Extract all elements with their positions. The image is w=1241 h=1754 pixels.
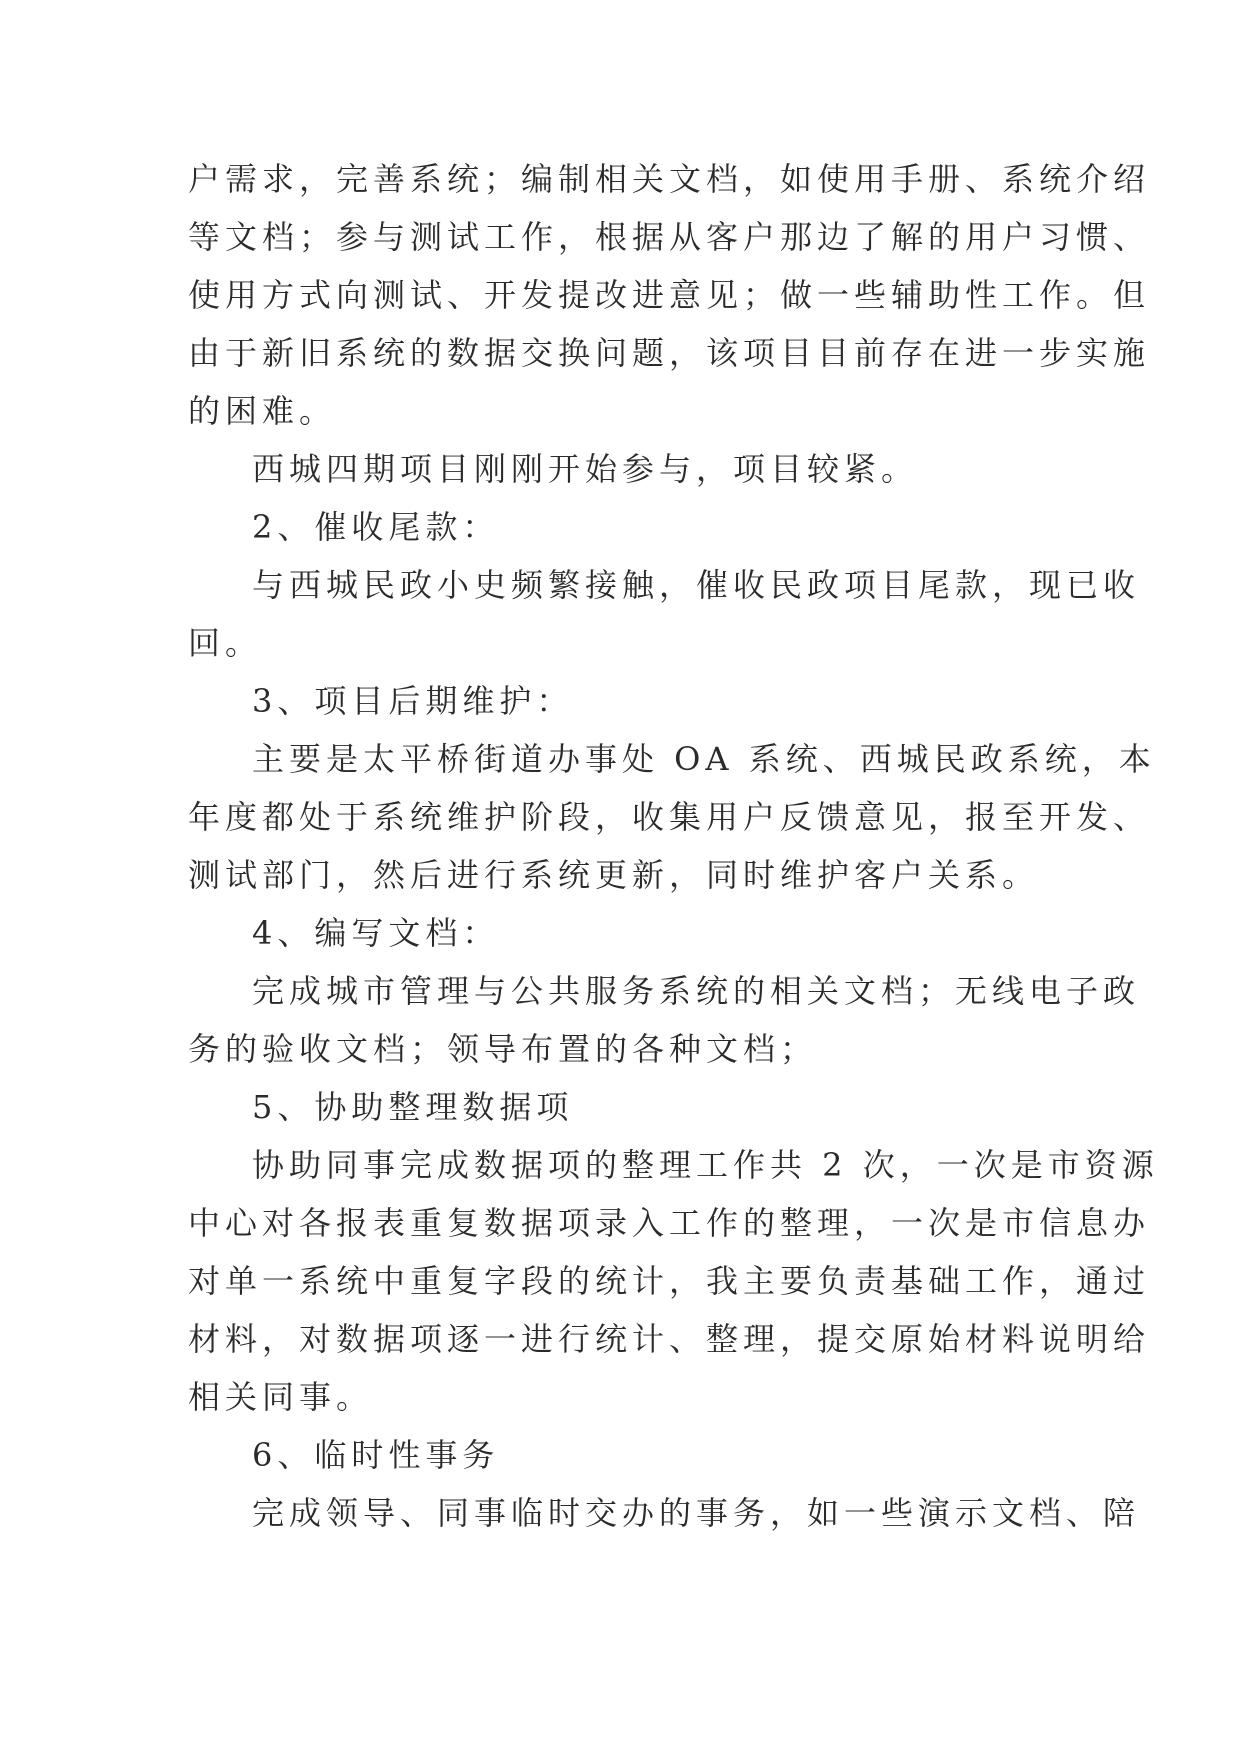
text-line: 材料，对数据项逐一进行统计、整理，提交原始材料说明给 (188, 1320, 1151, 1358)
text-line: 等文档；参与测试工作，根据从客户那边了解的用户习惯、 (188, 218, 1151, 256)
section-heading-2: 2、催收尾款： (252, 508, 500, 546)
paragraph-start-line: 与西城民政小史频繁接触，催收民政项目尾款，现已收 (252, 566, 1141, 604)
text-line: 务的验收文档；领导布置的各种文档； (188, 1030, 818, 1068)
paragraph-start-line: 完成领导、同事临时交办的事务，如一些演示文档、陪 (252, 1494, 1141, 1532)
text-line: 使用方式向测试、开发提改进意见；做一些辅助性工作。但 (188, 276, 1151, 314)
text-line: 对单一系统中重复字段的统计，我主要负责基础工作，通过 (188, 1262, 1151, 1300)
text-line: 户需求，完善系统；编制相关文档，如使用手册、系统介绍 (188, 160, 1151, 198)
document-body (188, 150, 1159, 1542)
section-heading-4: 4、编写文档： (252, 914, 500, 952)
text-line: 年度都处于系统维护阶段，收集用户反馈意见，报至开发、 (188, 798, 1151, 836)
section-heading-6: 6、临时性事务 (252, 1436, 500, 1474)
text-line: 的困难。 (188, 392, 337, 430)
section-heading-5: 5、协助整理数据项 (252, 1088, 574, 1126)
paragraph-start-line: 西城四期项目刚刚开始参与，项目较紧。 (252, 450, 919, 488)
paragraph-start-line: 主要是太平桥街道办事处 OA 系统、西城民政系统，本 (252, 740, 1156, 778)
paragraph-start-line: 协助同事完成数据项的整理工作共 2 次，一次是市资源 (252, 1146, 1159, 1184)
text-line: 由于新旧系统的数据交换问题，该项目目前存在进一步实施 (188, 334, 1151, 372)
text-line: 相关同事。 (188, 1378, 374, 1416)
text-line: 回。 (188, 624, 263, 662)
section-heading-3: 3、项目后期维护： (252, 682, 574, 720)
text-line: 中心对各报表重复数据项录入工作的整理，一次是市信息办 (188, 1204, 1151, 1242)
text-line: 测试部门，然后进行系统更新，同时维护客户关系。 (188, 856, 1040, 894)
paragraph-start-line: 完成城市管理与公共服务系统的相关文档；无线电子政 (252, 972, 1141, 1010)
